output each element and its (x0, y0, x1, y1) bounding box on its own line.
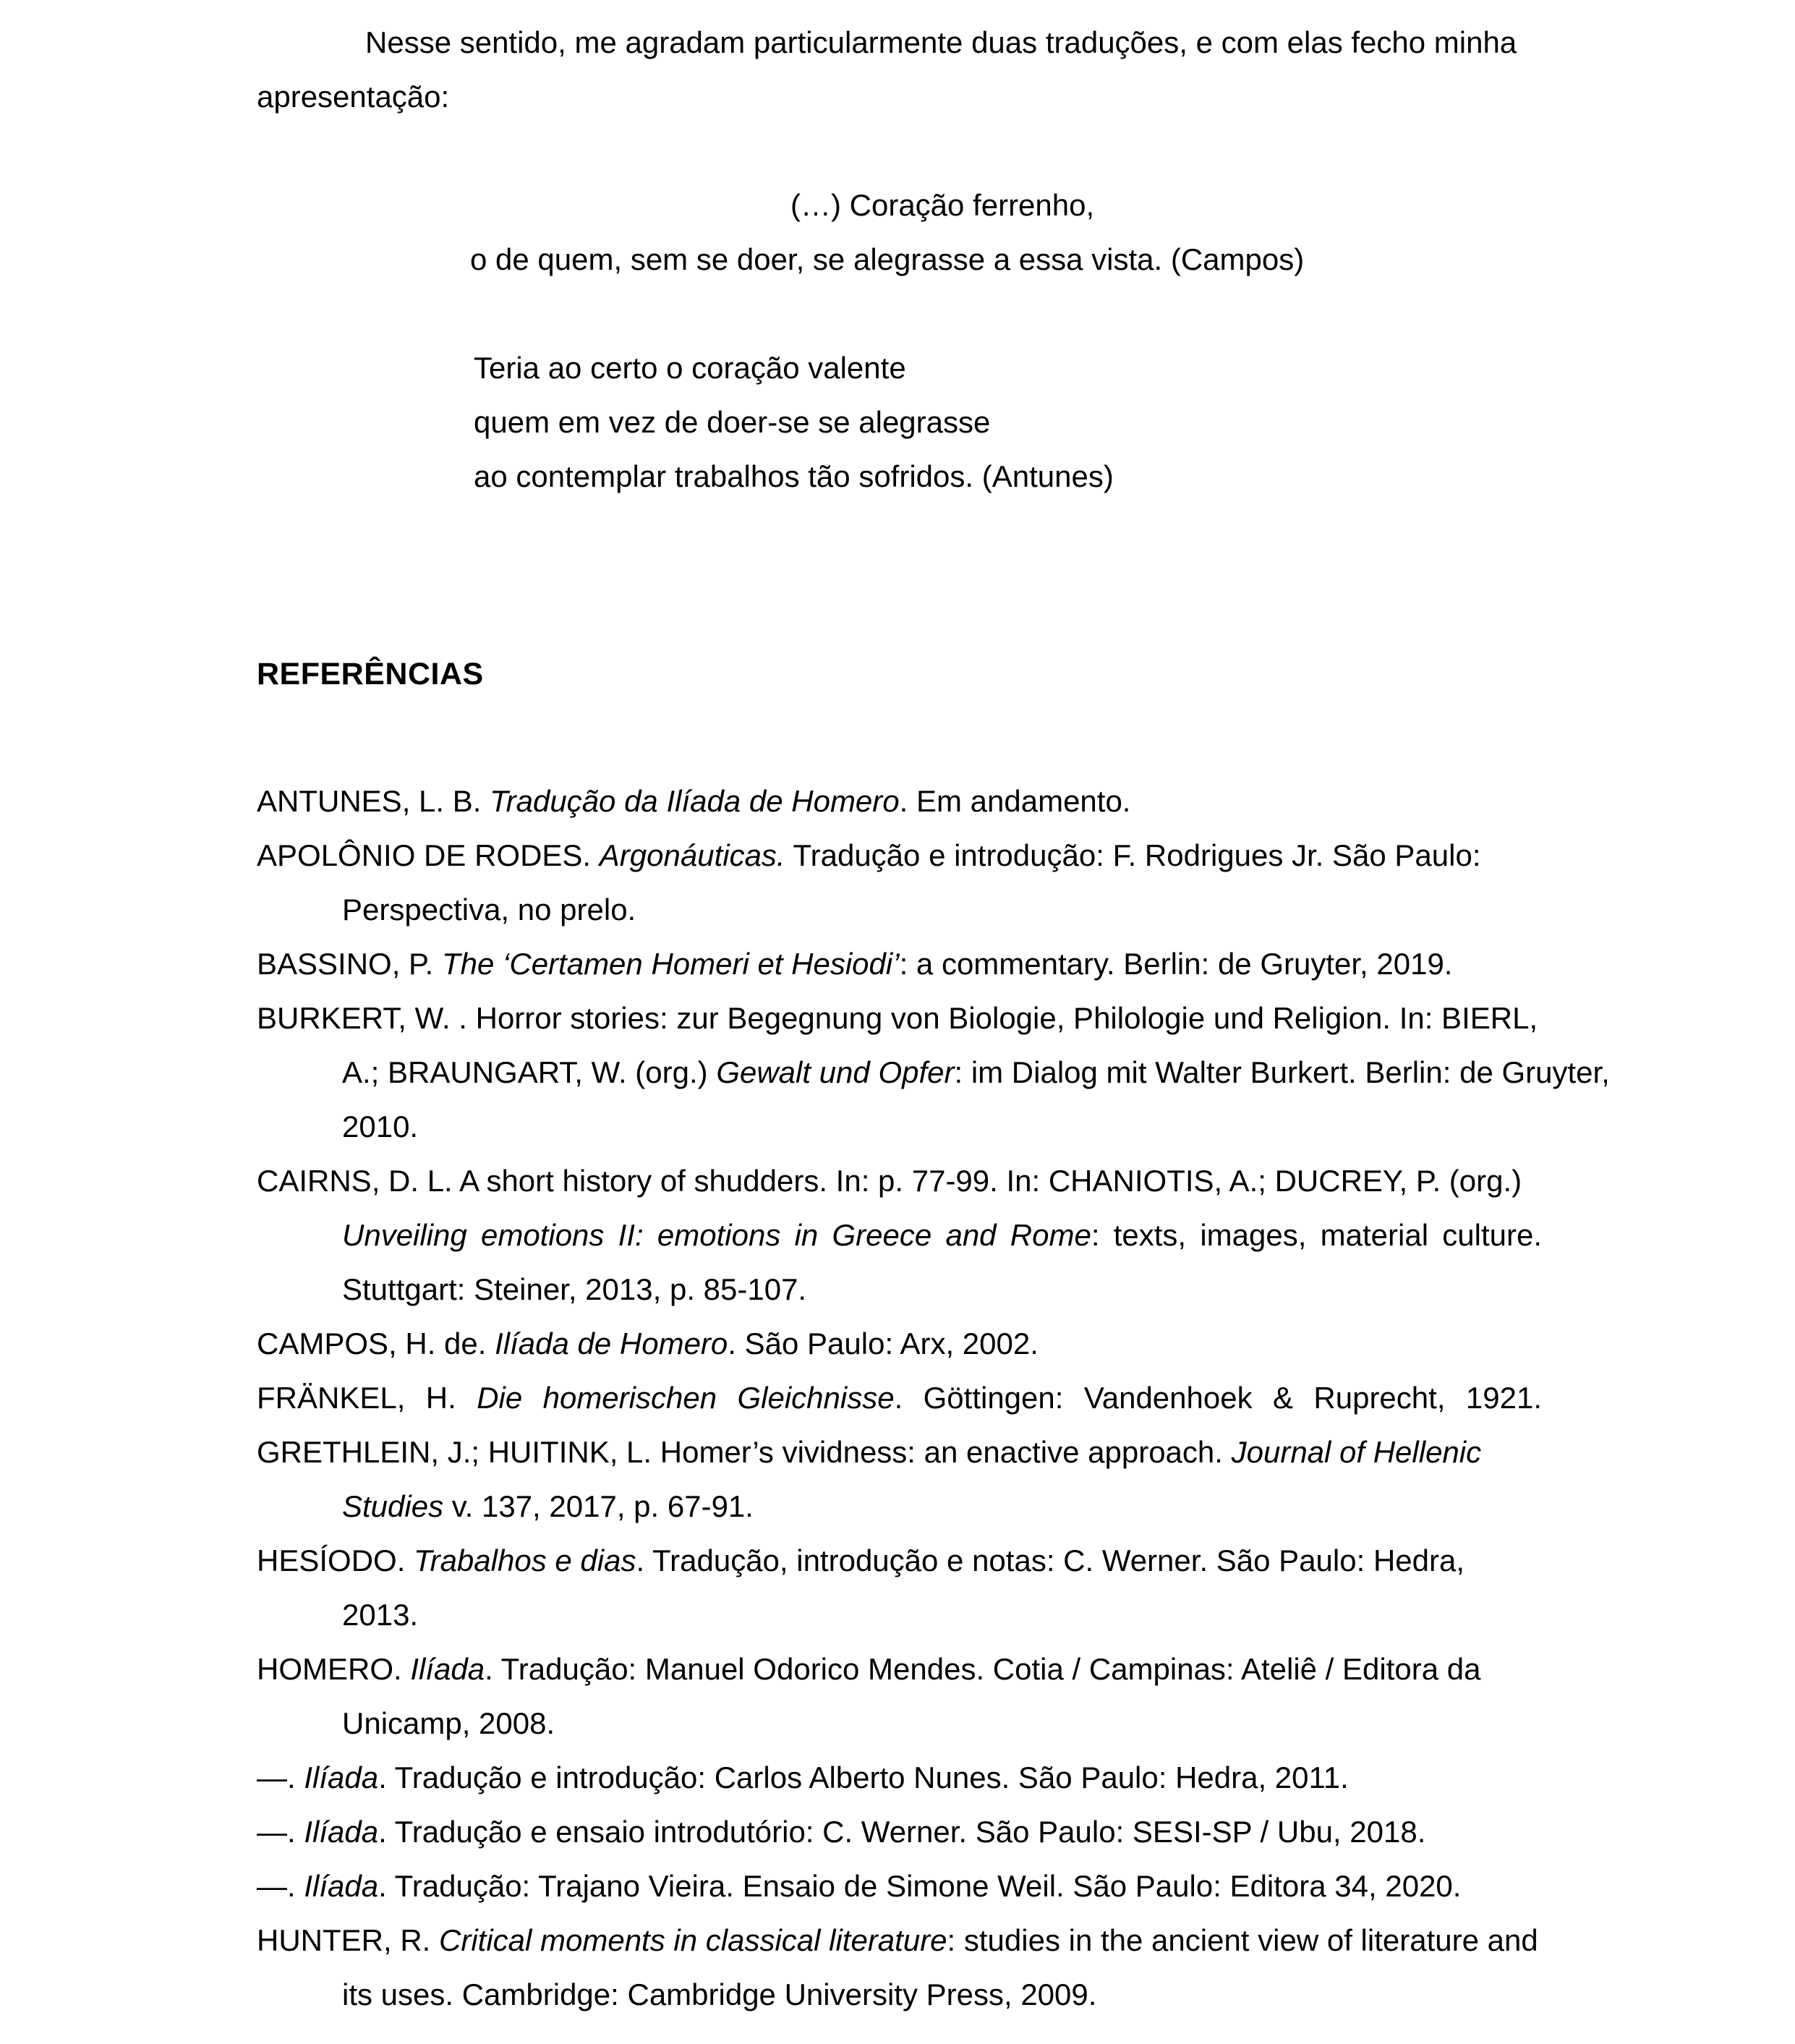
quote-antunes-line-3: ao contemplar trabalhos tão sofridos. (Antunes) (474, 459, 1114, 493)
quote-antunes-line-2: quem em vez de doer-se se alegrasse (474, 405, 991, 439)
intro-line-2: apresentação: (257, 80, 450, 114)
reference-line: 2013. (342, 1598, 419, 1632)
reference-line: FRÄNKEL, H. Die homerischen Gleichnisse. Göttingen: Vandenhoek & Ruprecht, 1921. (257, 1381, 1542, 1415)
reference-line: Studies v. 137, 2017, p. 67-91. (342, 1489, 754, 1523)
reference-line: Unveiling emotions II: emotions in Greece and Rome: texts, images, material culture. (342, 1218, 1542, 1252)
references-heading: REFERÊNCIAS (257, 657, 484, 691)
quote-antunes-line-1: Teria ao certo o coração valente (474, 351, 906, 385)
reference-line: Unicamp, 2008. (342, 1706, 555, 1740)
reference-line: 2010. (342, 1110, 419, 1144)
reference-line: APOLÔNIO DE RODES. Argonáuticas. Tradução e introdução: F. Rodrigues Jr. São Paulo: (257, 838, 1481, 872)
quote-campos-line-1: (…) Coração ferrenho, (790, 188, 1095, 222)
reference-line: BASSINO, P. The ‘Certamen Homeri et Hesiodi’: a commentary. Berlin: de Gruyter, 2019. (257, 947, 1453, 981)
reference-line: Perspectiva, no prelo. (342, 893, 636, 927)
reference-line: BURKERT, W. . Horror stories: zur Begegnung von Biologie, Philologie und Religion. In: BIERL, (257, 1001, 1538, 1035)
quote-campos-line-2: o de quem, sem se doer, se alegrasse a essa vista. (Campos) (470, 242, 1305, 276)
reference-line: —. Ilíada. Tradução: Trajano Vieira. Ensaio de Simone Weil. São Paulo: Editora 34, 2020. (257, 1869, 1462, 1903)
reference-line: ANTUNES, L. B. Tradução da Ilíada de Homero. Em andamento. (257, 784, 1131, 818)
reference-line: HUNTER, R. Critical moments in classical literature: studies in the ancient view of literature and (257, 1923, 1538, 1957)
reference-line: —. Ilíada. Tradução e ensaio introdutório: C. Werner. São Paulo: SESI-SP / Ubu, 2018. (257, 1815, 1426, 1849)
reference-line: its uses. Cambridge: Cambridge University Press, 2009. (342, 1977, 1097, 2011)
reference-line: —. Ilíada. Tradução e introdução: Carlos Alberto Nunes. São Paulo: Hedra, 2011. (257, 1760, 1349, 1794)
reference-line: A.; BRAUNGART, W. (org.) Gewalt und Opfer: im Dialog mit Walter Burkert. Berlin: de Gruyter, (342, 1055, 1610, 1089)
reference-line: Stuttgart: Steiner, 2013, p. 85-107. (342, 1272, 807, 1306)
reference-line: HESÍODO. Trabalhos e dias. Tradução, introdução e notas: C. Werner. São Paulo: Hedra, (257, 1543, 1464, 1577)
reference-line: CAIRNS, D. L. A short history of shudders. In: p. 77-99. In: CHANIOTIS, A.; DUCREY, P. (org.) (257, 1164, 1522, 1198)
reference-line: CAMPOS, H. de. Ilíada de Homero. São Paulo: Arx, 2002. (257, 1327, 1039, 1360)
intro-line-1: Nesse sentido, me agradam particularmente duas traduções, e com elas fecho minha (365, 25, 1517, 59)
reference-line: HOMERO. Ilíada. Tradução: Manuel Odorico Mendes. Cotia / Campinas: Ateliê / Editora da (257, 1652, 1481, 1686)
reference-line: GRETHLEIN, J.; HUITINK, L. Homer’s vividness: an enactive approach. Journal of Hellenic (257, 1435, 1482, 1469)
